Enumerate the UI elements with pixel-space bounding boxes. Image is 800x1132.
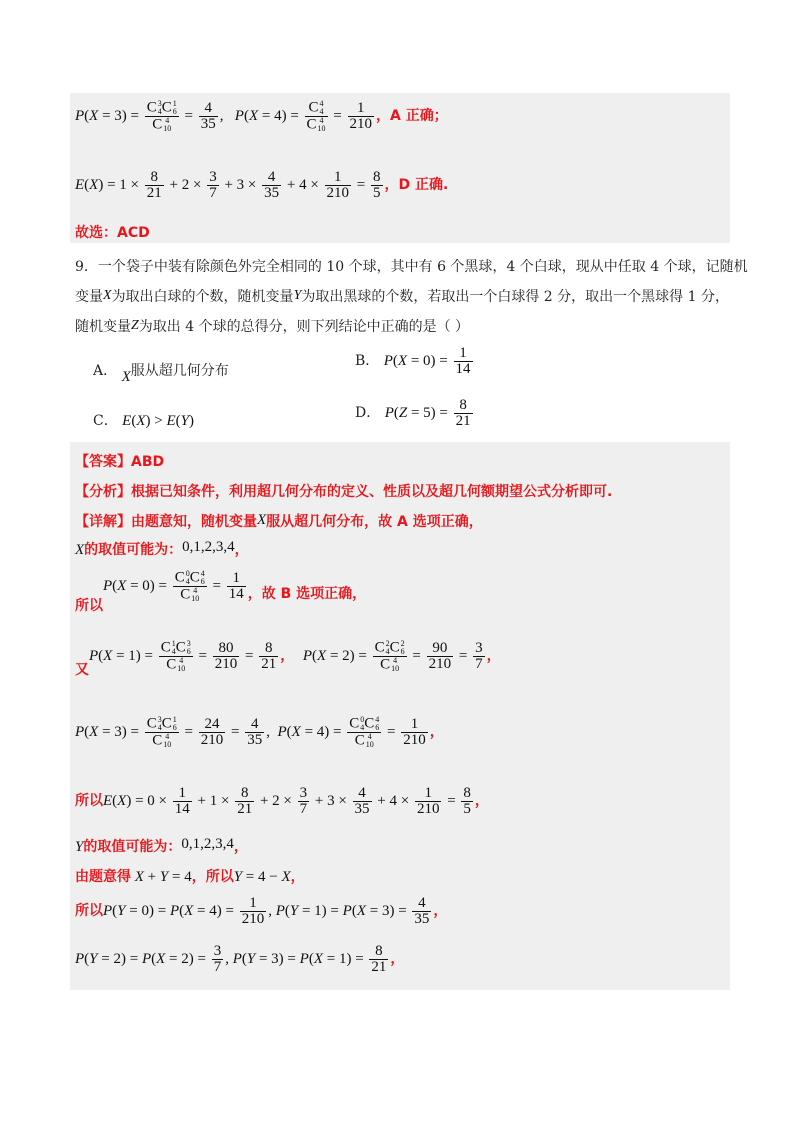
px1-px2-line: 又P(X = 1) = C 1 4 C 3 6 C 4 10 = $\frac{80}{210}$ = $\frac{8}{21}$ ， P(X = 2) = C 2 4 C 2 6 C 4 10 = $\frac{90}{210}$ = $\frac{3}{7}$ ， xyxy=(75,639,501,678)
x-values-line: X的取值可能为：0,1,2,3,4， xyxy=(75,539,249,558)
answer-line: 【答案】ABD xyxy=(75,454,165,470)
py0-py1-line: 所以P(Y = 0) = P(X = 4) = $\frac{1}{210}$ , P(Y = 1) = P(X = 3) = $\frac{4}{35}$ ， xyxy=(75,895,448,927)
formula-top-px3: P(X = 3) = C 3 4 C 1 6 C 4 10 = $\frac{4}{35}$ , P(X = 4) = C 4 4 C 4 10 = $\frac{1}{210}$ ，A 正确； xyxy=(75,99,448,133)
question-line-3: 随机变量Z为取出 4 个球的总得分，则下列结论中正确的是（ ） xyxy=(75,318,470,335)
question-line-2: 变量X为取出白球的个数，随机变量Y为取出黑球的个数，若取出一个白球得 2 分，取出一个黑球得 1 分， xyxy=(75,288,729,305)
sum-line: 由题意得 X + Y = 4，所以Y = 4 − X， xyxy=(75,869,305,885)
y-values-line: Y的取值可能为：0,1,2,3,4， xyxy=(75,836,248,855)
option-c: C． E(X) > E(Y) xyxy=(93,413,194,429)
analysis-line: 【分析】根据已知条件，利用超几何分布的定义、性质以及超几何额期望公式分析即可. xyxy=(75,484,613,500)
top-line2-note: ，D 正确. xyxy=(384,176,449,193)
top-line1-note: ，A 正确； xyxy=(376,107,448,124)
option-d: D． P(Z = 5) = $\frac{8}{21}$ xyxy=(355,397,471,429)
option-b: B． P(X = 0) = $\frac{1}{14}$ xyxy=(355,345,471,377)
px3-px4-line: P(X = 3) = C 3 4 C 1 6 C 4 10 = $\frac{24}{210}$ = $\frac{4}{35}$ , P(X = 4) = C 0 4 C 4 6 C 4 10 = $\frac{1}{210}$ ， xyxy=(75,715,444,749)
px0-line: 所以P(X = 0) = C 0 4 C 4 6 C 4 10 = $\frac{1}{14}$ ，故 B 选项正确， xyxy=(75,569,367,614)
formula-top-ex: E(X) = 1 × $\frac{8}{21}$ + 2 × $\frac{3}{7}$ + 3 × $\frac{4}{35}$ + 4 × $\frac{1}{210}$ = $\frac{8}{5}$ ，D 正确. xyxy=(75,169,449,201)
question-line-1: 9．一个袋子中装有除颜色外完全相同的 10 个球，其中有 6 个黑球，4 个白球，现从中任取 4 个球，记随机 xyxy=(75,259,748,275)
ex-line: 所以E(X) = 0 × $\frac{1}{14}$ + 1 × $\frac{8}{21}$ + 2 × $\frac{3}{7}$ + 3 × $\frac{4}{35}$ + 4 × $\frac{1}{210}$ = $\frac{8}{5}$ ， xyxy=(75,785,489,817)
detail-line: 【详解】由题意知，随机变量X服从超几何分布，故 A 选项正确， xyxy=(75,512,483,530)
py2-py3-line: P(Y = 2) = P(X = 2) = $\frac{3}{7}$ , P(Y = 3) = P(X = 1) = $\frac{8}{21}$ ， xyxy=(75,943,405,975)
choice-acd: 故选：ACD xyxy=(75,225,150,241)
option-a: A． X服从超几何分布 xyxy=(93,363,229,385)
